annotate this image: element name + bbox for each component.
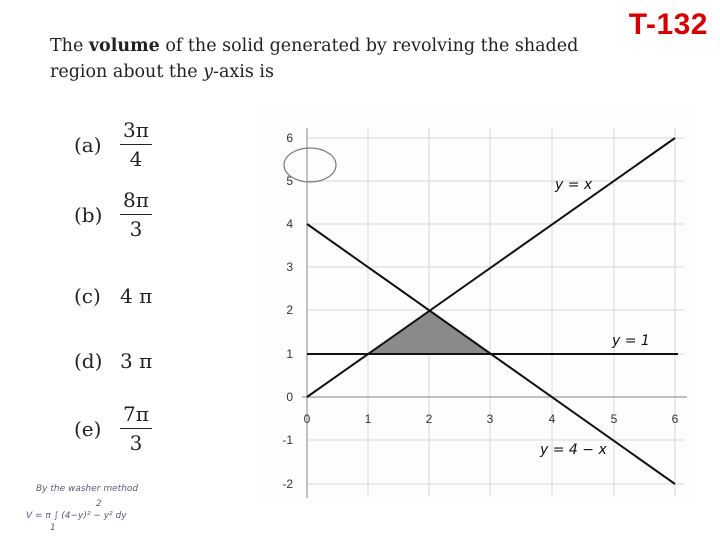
x-tick-label: 5: [610, 412, 618, 426]
handwritten-note: [22, 476, 168, 532]
graph-background: [262, 108, 690, 503]
y-tick-label: -2: [282, 477, 293, 491]
choice-c[interactable]: [74, 284, 152, 308]
region-graph: [262, 108, 690, 503]
choice-a[interactable]: [74, 118, 152, 171]
choice-b[interactable]: [74, 188, 152, 241]
choice-value: 4 π: [120, 284, 153, 308]
choice-label: (a): [74, 132, 102, 157]
y-tick-label: 3: [286, 260, 293, 274]
label-y-eq-x: y = x: [555, 177, 593, 193]
x-tick-label: 1: [364, 412, 372, 426]
y-tick-label: 5: [286, 174, 293, 188]
label-y-eq-4-minus-x: y = 4 − x: [540, 442, 607, 458]
note-line-1: By the washer method: [36, 484, 139, 494]
y-tick-label: 6: [286, 131, 293, 145]
x-tick-label: 2: [425, 412, 433, 426]
x-tick-label: 0: [303, 412, 311, 426]
slide-number: T-132: [628, 8, 708, 41]
choice-label: (c): [74, 284, 101, 308]
y-tick-label: 4: [286, 217, 293, 231]
x-tick-label: 6: [671, 412, 679, 426]
choice-value: 3 π: [120, 349, 153, 373]
note-upper-limit: 2: [96, 499, 102, 509]
fraction: $\frac{3\pi}{4}$: [120, 118, 152, 171]
fraction: $\frac{8\pi}{3}$: [120, 188, 152, 241]
choice-label: (b): [74, 202, 103, 227]
y-tick-label: 2: [286, 303, 293, 317]
x-tick-label: 4: [548, 412, 556, 426]
y-tick-label: 0: [286, 390, 293, 404]
y-tick-label: 1: [286, 347, 293, 361]
label-y-eq-1: y = 1: [612, 333, 650, 349]
choice-e[interactable]: [74, 402, 152, 455]
volume-keyword: volume: [88, 36, 160, 56]
question-text: The volume of the solid generated by revolving the shaded region about the y-axis is: [50, 36, 579, 82]
fraction: $\frac{7\pi}{3}$: [120, 402, 152, 455]
choice-label: (e): [74, 416, 102, 441]
choice-d[interactable]: [74, 349, 152, 373]
note-lower-limit: 1: [50, 523, 56, 532]
y-tick-label: -1: [282, 433, 293, 447]
x-tick-label: 3: [486, 412, 494, 426]
choice-label: (d): [74, 349, 103, 373]
note-line-2: V = π ∫ (4−y)² − y² dy: [26, 511, 127, 521]
